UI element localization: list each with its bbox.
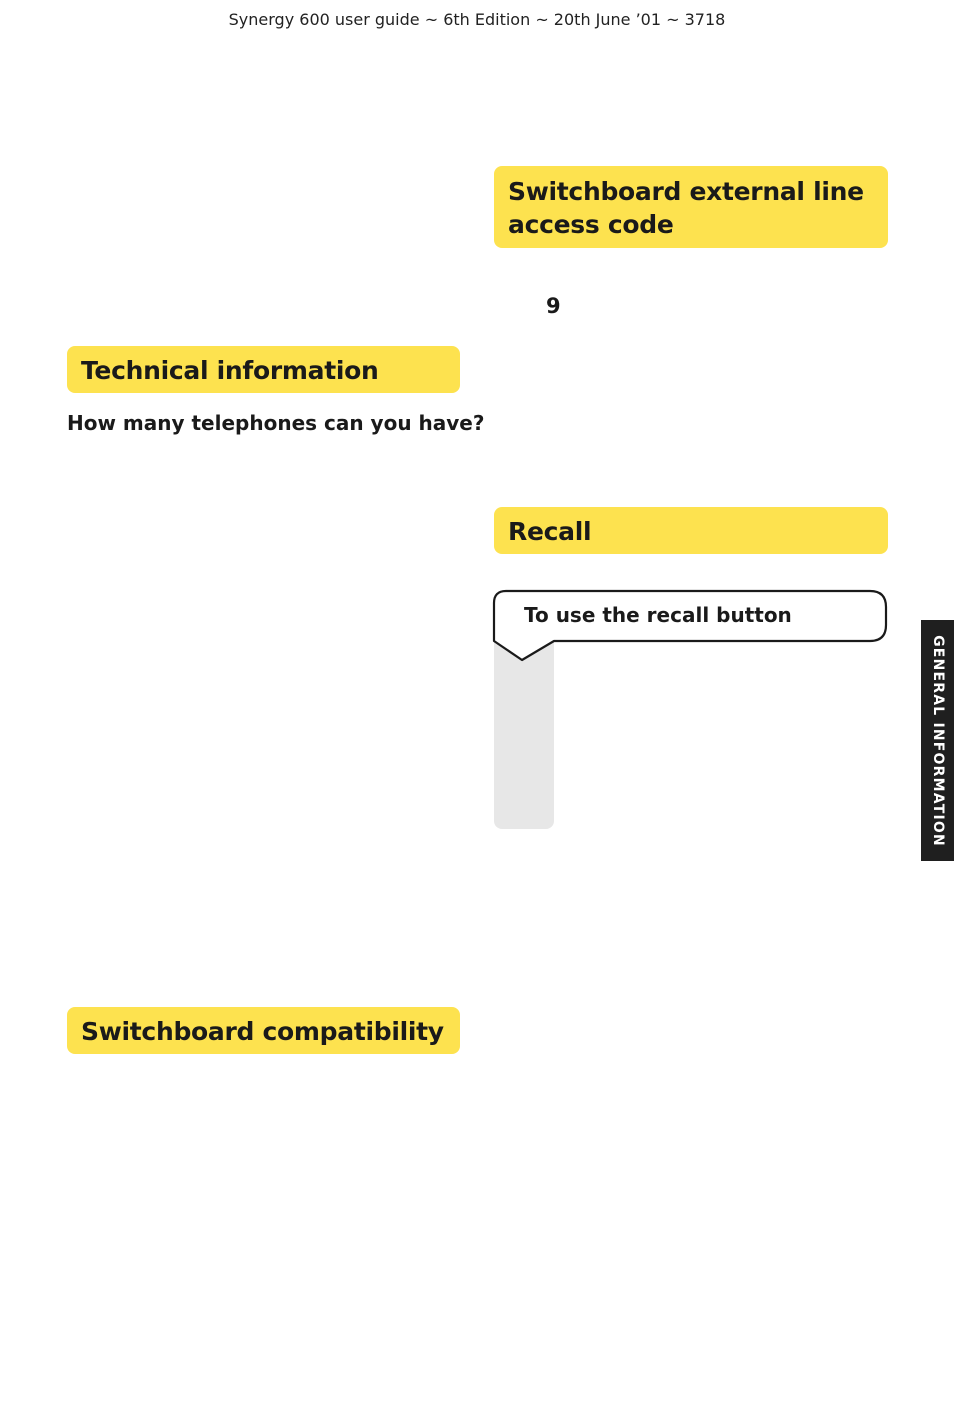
recall-callout-box — [492, 589, 890, 665]
running-header: Synergy 600 user guide ~ 6th Edition ~ 20th June ’01 ~ 3718 — [228, 10, 726, 29]
switchboard-compatibility-heading-text: Switchboard compatibility — [81, 1017, 444, 1046]
general-information-tab — [921, 620, 954, 861]
recall-callout-label: To use the recall button — [524, 603, 792, 627]
telephones-subheading: How many telephones can you have? — [67, 411, 485, 435]
switchboard-external-line-heading — [494, 166, 888, 248]
recall-heading — [494, 507, 888, 554]
general-information-tab-label: GENERAL INFORMATION — [929, 634, 946, 847]
recall-heading-text: Recall — [508, 517, 592, 546]
switchboard-compatibility-heading — [67, 1007, 460, 1054]
access-code-digit: 9 — [546, 294, 561, 318]
technical-information-heading-text: Technical information — [81, 356, 379, 385]
switchboard-external-line-heading-text: Switchboard external line access code — [508, 177, 864, 239]
technical-information-heading — [67, 346, 460, 393]
